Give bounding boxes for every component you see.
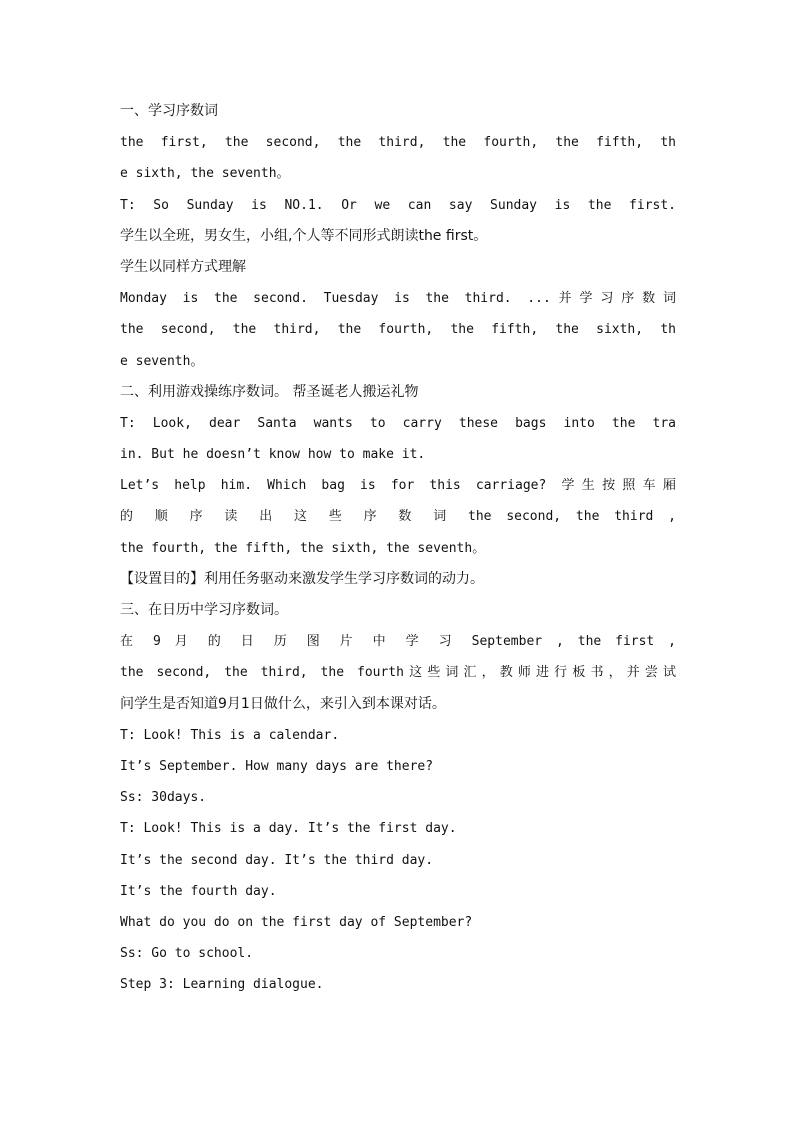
text-line: Ss: Go to school. (120, 946, 254, 962)
document-page (120, 96, 676, 1000)
text-line: 问学生是否知道9月1日做什么，来引入到本课对话。 (120, 695, 446, 712)
text-line: 学生以同样方式理解 (120, 258, 246, 275)
text-line: 一、学习序数词 (120, 103, 218, 119)
text-line: T: Look! This is a day. It’s the first day. (120, 821, 457, 837)
text-line: Monday is the second. Tuesday is the third. ...并学习序数词 (120, 291, 676, 307)
text-line: 二、利用游戏操练序数词。 帮圣诞老人搬运礼物 (120, 383, 419, 400)
text-line: T: So Sunday is NO.1. Or we can say Sunday is the first. (120, 197, 676, 213)
text-line: 三、在日历中学习序数词。 (120, 602, 288, 618)
text-line: e seventh。 (120, 353, 204, 369)
text-line: It’s the second day. It’s the third day. (120, 852, 434, 868)
text-line: Step 3: Learning dialogue. (120, 977, 324, 993)
text-line: in. But he doesn’t know how to make it. (120, 447, 426, 463)
text-line: What do you do on the first day of September? (120, 914, 473, 930)
text-line: Let’s help him. Which bag is for this carriage? 学生按照车厢 (120, 478, 676, 494)
text-line: T: Look, dear Santa wants to carry these bags into the tra (120, 415, 676, 431)
text-line: the first, the second, the third, the fourth, the fifth, th (120, 135, 676, 151)
text-line: It’s the fourth day. (120, 883, 277, 899)
text-line: 在 9 月 的 日 历 图 片 中 学 习 September , the first , (120, 634, 676, 650)
text-line: T: Look! This is a calendar. (120, 727, 340, 743)
text-line: e sixth, the seventh。 (120, 166, 290, 182)
text-line: 的 顺 序 读 出 这 些 序 数 词 the second, the third , (120, 509, 676, 525)
text-line: Ss: 30days. (120, 790, 207, 806)
text-line: the fourth, the fifth, the sixth, the seventh。 (120, 540, 486, 556)
text-line: 【设置目的】利用任务驱动来激发学生学习序数词的动力。 (120, 570, 484, 587)
text-line: the second, the third, the fourth这些词汇，教师进行板书，并尝试 (120, 665, 676, 681)
text-line: It’s September. How many days are there? (120, 758, 434, 774)
text-line: the second, the third, the fourth, the fifth, the sixth, th (120, 322, 676, 338)
text-line: 学生以全班，男女生，小组,个人等不同形式朗读the first。 (120, 227, 488, 244)
